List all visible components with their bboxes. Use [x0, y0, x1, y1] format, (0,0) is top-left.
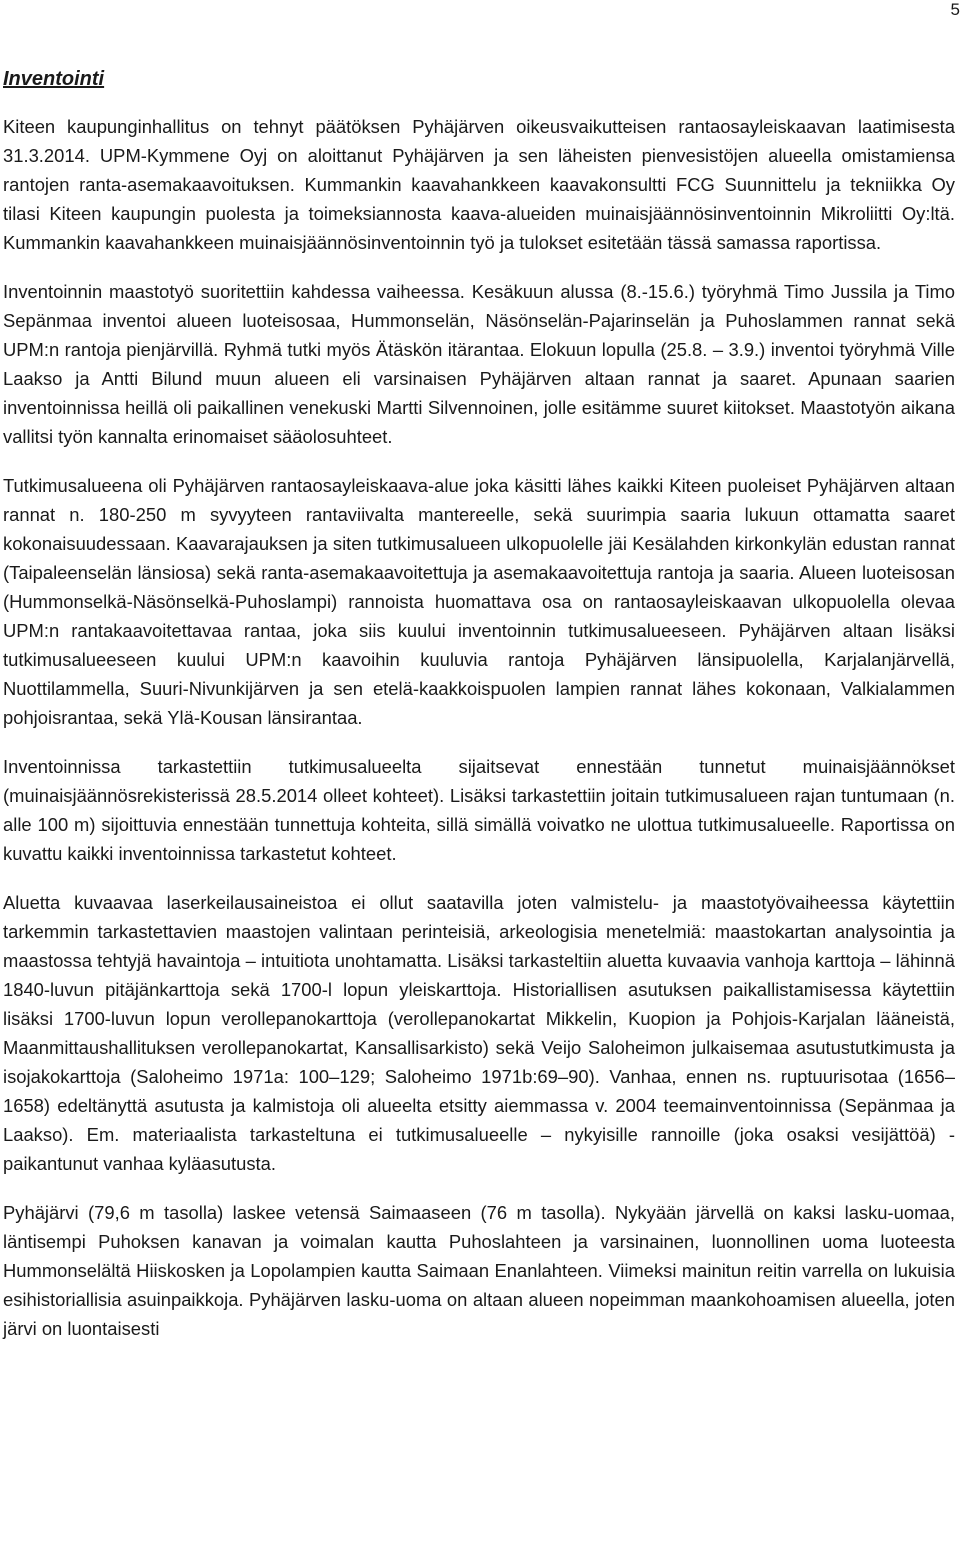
paragraph-methods: Aluetta kuvaavaa laserkeilausaineistoa ei ollut saatavilla joten valmistelu- ja maastotyövaiheessa käytettiin tarkemmin tarkastettavien maastojen valintaan perinteisiä, arkeologisia menetelmiä: maastokartan analysointia ja maastossa tehtyjä havaintoja – intuitiota unohtamatta. Lisäksi tarkasteltiin aluetta kuvaavia vanhoja karttoja – lähinnä 1840-luvun pitäjänkarttoja sekä 1700-l lopun yleiskarttoja. Historiallisen asutuksen paikallistamisessa käytettiin lisäksi 1700-luvun lopun verollepanokarttoja (verollepanokartat Mikkelin, Kuopion ja Pohjois-Karjalan lääneistä, Maanmittaushallituksen verollepanokartat, Kansallisarkisto) sekä Veijo Saloheimon julkaisemaa asutustutkimusta ja isojakokarttoja (Saloheimo 1971a: 100–129; Saloheimo 1971b:69–90). Vanhaa, ennen ns. ruptuurisotaa (1656–1658) edeltänyttä asutusta ja kalmistoja oli alueelta etsitty aiemmassa v. 2004 teemainventoinnissa (Sepänmaa ja Laakso). Em. materiaalista tarkasteltuna ei tutkimusalueelle – nykyisille rannoille (joka osaksi vesijättöä) - paikantunut vanhaa kyläasutusta.	[3, 892, 955, 1174]
page-number: 5	[950, 0, 960, 19]
paragraph-intro: Kiteen kaupunginhallitus on tehnyt päätöksen Pyhäjärven oikeusvaikutteisen rantaosayleiskaavan laatimisesta 31.3.2014. UPM-Kymmene Oyj on aloittanut Pyhäjärven ja sen läheisten pienvesistöjen alueella omistamiensa rantojen ranta-asemakaavoituksen. Kummankin kaavahankkeen kaavakonsultti FCG Suunnittelu ja tekniikka Oy tilasi Kiteen kaupungin puolesta ja toimeksiannosta kaava-alueiden muinaisjäännösinventoinnin Mikroliitti Oy:ltä. Kummankin kaavahankkeen muinaisjäännösinventoinnin työ ja tulokset esitetään tässä samassa raportissa.	[3, 116, 955, 253]
paragraph-fieldwork: Inventoinnin maastotyö suoritettiin kahdessa vaiheessa. Kesäkuun alussa (8.-15.6.) työryhmä Timo Jussila ja Timo Sepänmaa inventoi alueen luoteisosaa, Hummonselän, Näsönselän-Pajarinselän ja Puhoslammen rannat sekä UPM:n rantoja pienjärvillä. Ryhmä tutki myös Ätäskön itärantaa. Elokuun lopulla (25.8. – 3.9.) inventoi työryhmä Ville Laakso ja Antti Bilund muun alueen eli varsinaisen Pyhäjärven altaan rannat ja saaret. Apunaan saarien inventoinnissa heillä oli paikallinen venekuski Martti Silvennoinen, jolle esitämme suuret kiitokset. Maastotyön aikana vallitsi työn kannalta erinomaiset sääolosuhteet.	[3, 281, 955, 447]
paragraph-known-sites: Inventoinnissa tarkastettiin tutkimusalueelta sijaitsevat ennestään tunnetut muinaisjäännökset (muinaisjäännösrekisterissä 28.5.2014 olleet kohteet). Lisäksi tarkastettiin joitain tutkimusalueen rajan tuntumaan (n. alle 100 m) sijoittuvia ennestään tunnettuja kohteita, sillä simällä voivatko ne ulottua tutkimusalueelle. Raportissa on kuvattu kaikki inventoinnissa tarkastetut kohteet.	[3, 756, 955, 864]
document-body	[3, 64, 955, 1363]
section-heading: Inventointi	[3, 68, 105, 90]
paragraph-lake: Pyhäjärvi (79,6 m tasolla) laskee vetensä Saimaaseen (76 m tasolla). Nykyään järvellä on kaksi lasku-uomaa, läntisempi Puhoksen kanavan ja voimalan kautta Puhoslahteen ja varsinainen, luonnollinen uoma luoteesta Hummonselältä Hiiskosken ja Lopolampien kautta Saimaan Enanlahteen. Viimeksi mainitun reitin varrella on lukuisia esihistoriallisia asuinpaikkoja. Pyhäjärven lasku-uoma on altaan alueen nopeimman maankohoamisen alueella, joten järvi on luontaisesti	[3, 1202, 955, 1339]
paragraph-study-area: Tutkimusalueena oli Pyhäjärven rantaosayleiskaava-alue joka käsitti lähes kaikki Kiteen puoleiset Pyhäjärven altaan rannat n. 180-250 m syvyyteen rantaviivalta mantereelle, sekä suurimpia saaria lukuun ottamatta saaret kokonaisuudessaan. Kaavarajauksen ja siten tutkimusalueen ulkopuolelle jäi Kesälahden kirkonkylän edustan rannat (Taipaleenselän länsiosa) sekä ranta-asemakaavoitettuja ja asemakaavoitettuja rantoja ja saaria. Alueen luoteisosan (Hummonselkä-Näsönselkä-Puhoslampi) rannoista huomattava osa on rantaosayleiskaavan ulkopuolella olevaa UPM:n rantakaavoitettavaa rantaa, joka siis kuului inventoinnin tutkimusalueeseen. Pyhäjärven altaan lisäksi tutkimusalueeseen kuului UPM:n kaavoihin kuuluvia rantoja Pyhäjärven länsipuolella, Karjalanjärvellä, Nuottilammella, Suuri-Nivunkijärven ja sen etelä-kaakkoispuolen lampien rannat lähes kokonaan, Valkialammen pohjoisrantaa, sekä Ylä-Kousan länsirantaa.	[3, 475, 955, 728]
